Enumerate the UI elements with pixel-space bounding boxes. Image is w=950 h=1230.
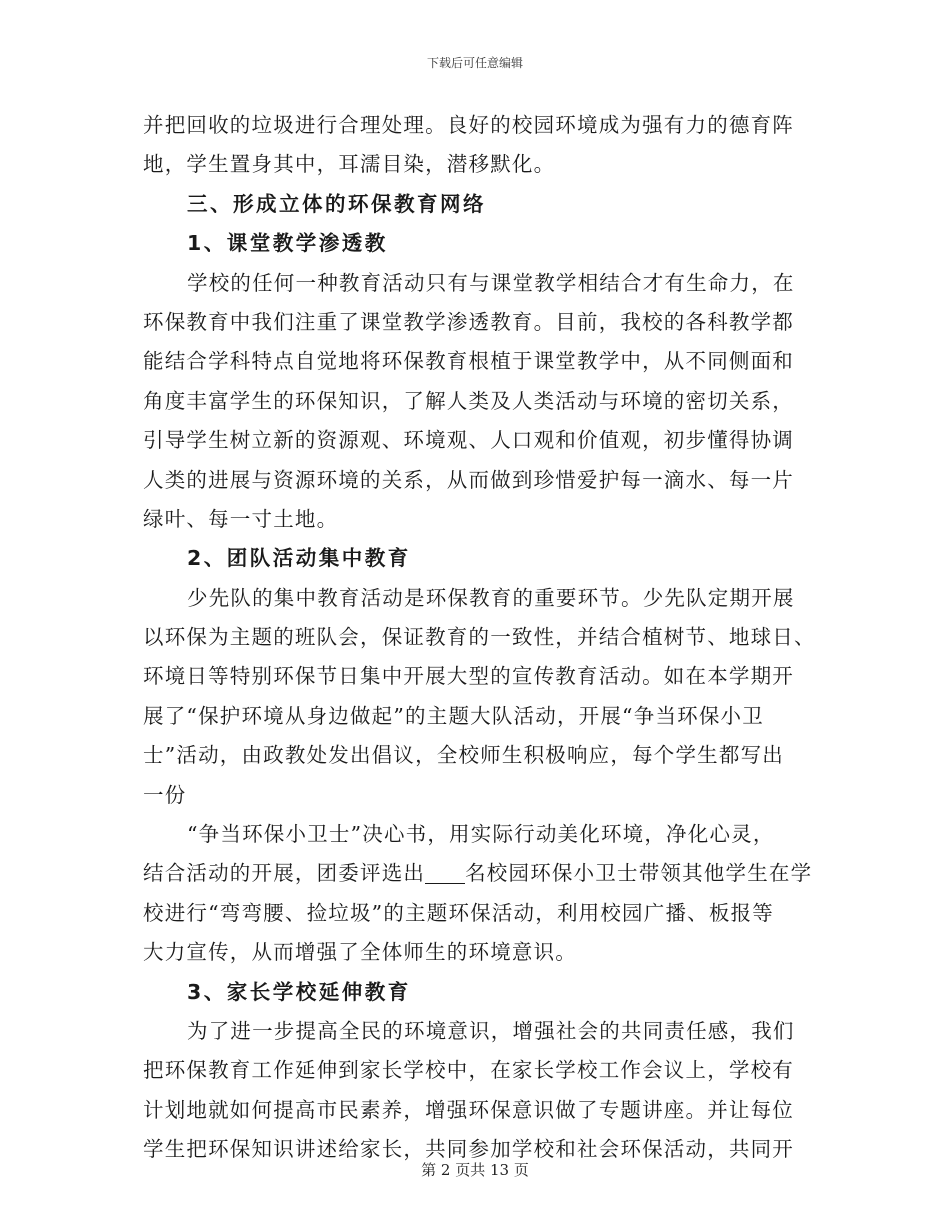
text-line: 校进行“弯弯腰、捡垃圾”的主题环保活动，利用校园广播、板报等	[143, 900, 774, 925]
text-line: 展了“保护环境从身边做起”的主题大队活动，开展“争当环保小卫	[143, 703, 764, 728]
text-line: 角度丰富学生的环保知识，了解人类及人类活动与环境的密切关系，	[143, 388, 794, 413]
text-segment: 名校园环保小卫士带领其他学生在学	[465, 861, 813, 886]
text-line: 把环保教育工作延伸到家长学校中，在家长学校工作会议上，学校有	[143, 1058, 794, 1083]
subsection-heading: 2、团队活动集中教育	[187, 546, 411, 571]
text-segment: 结合活动的开展，团委评选出	[143, 861, 426, 886]
page-footer: 第 2 页共 13 页	[421, 1161, 529, 1179]
text-line: 环境日等特别环保节日集中开展大型的宣传教育活动。如在本学期开	[143, 664, 794, 689]
page-header: 下载后可任意编辑	[426, 56, 523, 70]
text-line: 引导学生树立新的资源观、环境观、人口观和价值观，初步懂得协调	[143, 428, 794, 453]
text-line: 少先队的集中教育活动是环保教育的重要环节。少先队定期开展	[187, 585, 795, 610]
text-line: 士”活动，由政教处发出倡议，全校师生积极响应，每个学生都写出	[143, 743, 784, 768]
fill-in-blank	[425, 861, 465, 884]
subsection-heading: 1、课堂教学渗透教	[187, 231, 388, 256]
section-heading: 三、形成立体的环保教育网络	[187, 191, 486, 216]
text-line	[143, 854, 813, 893]
text-line: 大力宣传，从而增强了全体师生的环境意识。	[143, 940, 577, 965]
text-line: 为了进一步提高全民的环境意识，增强社会的共同责任感，我们	[187, 1018, 795, 1043]
text-line: 能结合学科特点自觉地将环保教育根植于课堂教学中，从不同侧面和	[143, 349, 794, 374]
text-line: 并把回收的垃圾进行合理处理。良好的校园环境成为强有力的德育阵	[143, 113, 794, 137]
text-line: 环保教育中我们注重了课堂教学渗透教育。目前，我校的各科教学都	[143, 309, 794, 334]
text-line: 人类的进展与资源环境的关系，从而做到珍惜爱护每一滴水、每一片	[143, 467, 794, 492]
subsection-heading: 3、家长学校延伸教育	[187, 979, 411, 1004]
text-line: 一份	[143, 782, 187, 807]
text-line: 计划地就如何提高市民素养，增强环保意识做了专题讲座。并让每位	[143, 1097, 794, 1122]
text-line: 以环保为主题的班队会，保证教育的一致性，并结合植树节、地球日、	[143, 625, 816, 650]
document-body	[143, 106, 816, 1170]
text-line: 学校的任何一种教育活动只有与课堂教学相结合才有生命力，在	[187, 270, 795, 295]
text-line: “争当环保小卫士”决心书，用实际行动美化环境，净化心灵，	[187, 822, 775, 847]
text-line: 地，学生置身其中，耳濡目染，潜移默化。	[143, 152, 556, 177]
text-line: 学生把环保知识讲述给家长，共同参加学校和社会环保活动，共同开	[143, 1137, 794, 1162]
text-line: 绿叶、每一寸土地。	[143, 506, 339, 531]
